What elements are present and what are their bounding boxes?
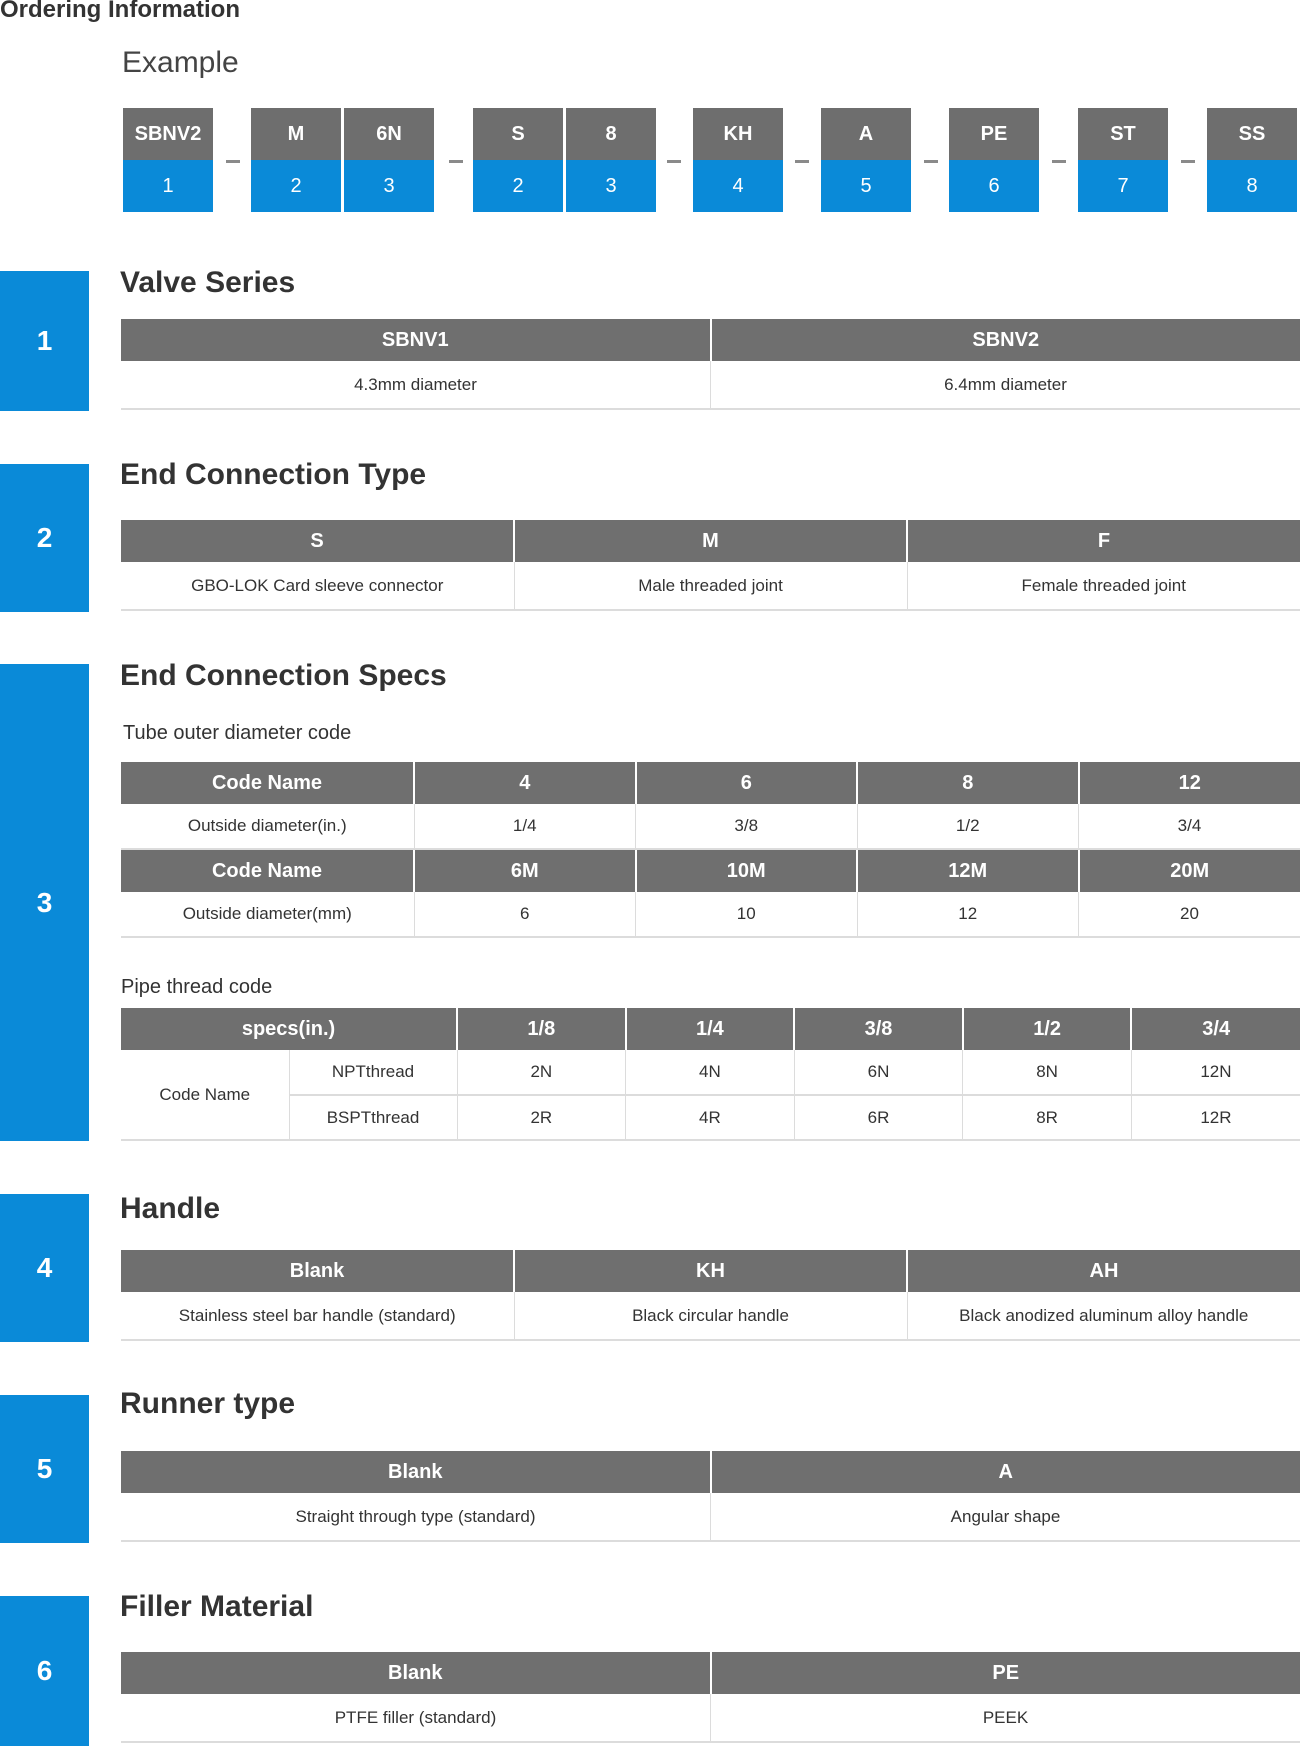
example-code-number: 8 [1207, 160, 1297, 212]
example-code: PE [949, 108, 1039, 160]
separator-dash [226, 160, 240, 163]
example-code-number: 1 [123, 160, 213, 212]
table-header-cell: 12 [1079, 762, 1300, 804]
table-header-cell: 3/8 [794, 1008, 963, 1050]
table-cell: Outside diameter(in.) [121, 804, 414, 849]
table-cell: 6 [414, 892, 636, 937]
table-header-cell: Blank [121, 1652, 711, 1694]
example-label: Example [122, 46, 239, 79]
example-code: 8 [566, 108, 656, 160]
example-code-item [821, 108, 911, 212]
table-cell: PEEK [711, 1694, 1300, 1742]
table-cell: Code Name [121, 1050, 289, 1140]
separator-dash [924, 160, 938, 163]
section-number-badge: 6 [0, 1596, 89, 1746]
table-cell: BSPTthread [289, 1095, 457, 1140]
example-code-item [473, 108, 563, 212]
separator-dash [795, 160, 809, 163]
section-number-badge: 5 [0, 1395, 89, 1543]
table-cell: GBO-LOK Card sleeve connector [121, 562, 514, 610]
table-cell: 8R [963, 1095, 1132, 1140]
separator-dash [1181, 160, 1195, 163]
valve-series-table [121, 319, 1300, 410]
example-code-item [1078, 108, 1168, 212]
section-title: Runner type [120, 1387, 296, 1420]
example-code: SS [1207, 108, 1297, 160]
example-code-item [344, 108, 434, 212]
example-code: KH [693, 108, 783, 160]
section-title: Valve Series [120, 266, 296, 299]
table-cell: Stainless steel bar handle (standard) [121, 1292, 514, 1340]
table-cell: Female threaded joint [907, 562, 1300, 610]
table-cell: 12N [1131, 1050, 1300, 1095]
example-code: 6N [344, 108, 434, 160]
table-cell: 20 [1079, 892, 1300, 937]
pipe-thread-code-label: Pipe thread code [121, 976, 273, 998]
table-header-cell: S [121, 520, 514, 562]
table-header-cell: 1/8 [457, 1008, 626, 1050]
table-header-cell: 1/2 [963, 1008, 1132, 1050]
example-code-number: 2 [473, 160, 563, 212]
example-code-item [1207, 108, 1297, 212]
example-code: S [473, 108, 563, 160]
example-code-item [949, 108, 1039, 212]
example-code-number: 3 [566, 160, 656, 212]
table-header-cell: 1/4 [626, 1008, 795, 1050]
table-header-cell: 10M [636, 849, 858, 892]
runner-type-table [121, 1451, 1300, 1542]
table-cell: 2R [457, 1095, 626, 1140]
table-header-cell: SBNV2 [711, 319, 1300, 361]
section-title: Handle [120, 1192, 221, 1225]
table-cell: 1/4 [414, 804, 636, 849]
section-title: End Connection Type [120, 458, 427, 491]
table-cell: 12 [857, 892, 1079, 937]
end-connection-type-table [121, 520, 1300, 611]
tube-od-code-table [121, 762, 1300, 938]
example-code-item [123, 108, 213, 212]
table-cell: Straight through type (standard) [121, 1493, 711, 1541]
table-header-cell: M [514, 520, 907, 562]
table-cell: Black circular handle [514, 1292, 907, 1340]
section-title: Filler Material [120, 1590, 314, 1623]
filler-material-table [121, 1652, 1300, 1743]
example-code-number: 2 [251, 160, 341, 212]
tube-od-code-label: Tube outer diameter code [123, 722, 352, 744]
table-cell: Male threaded joint [514, 562, 907, 610]
handle-table [121, 1250, 1300, 1341]
table-cell: 4.3mm diameter [121, 361, 711, 409]
section-number-badge: 3 [0, 664, 89, 1141]
table-cell: Black anodized aluminum alloy handle [907, 1292, 1300, 1340]
example-code-item [251, 108, 341, 212]
table-cell: Outside diameter(mm) [121, 892, 414, 937]
table-cell: 3/8 [636, 804, 858, 849]
table-cell: NPTthread [289, 1050, 457, 1095]
table-cell: 6R [794, 1095, 963, 1140]
example-code-number: 3 [344, 160, 434, 212]
example-code: A [821, 108, 911, 160]
table-cell: 4R [626, 1095, 795, 1140]
example-code: ST [1078, 108, 1168, 160]
table-header-cell: SBNV1 [121, 319, 711, 361]
example-code-item [566, 108, 656, 212]
section-number-badge: 4 [0, 1194, 89, 1342]
page-title: Ordering Information [0, 0, 240, 23]
table-cell: PTFE filler (standard) [121, 1694, 711, 1742]
example-code-number: 7 [1078, 160, 1168, 212]
table-header-cell: Code Name [121, 849, 414, 892]
table-header-cell: F [907, 520, 1300, 562]
example-code-number: 4 [693, 160, 783, 212]
table-cell: 6.4mm diameter [711, 361, 1300, 409]
example-code: M [251, 108, 341, 160]
table-cell: 12R [1131, 1095, 1300, 1140]
table-cell: 1/2 [857, 804, 1079, 849]
section-title: End Connection Specs [120, 659, 447, 692]
section-number-badge: 2 [0, 464, 89, 612]
table-cell: Angular shape [711, 1493, 1300, 1541]
table-cell: 2N [457, 1050, 626, 1095]
table-header-cell: AH [907, 1250, 1300, 1292]
table-header-cell: 8 [857, 762, 1079, 804]
example-code-number: 6 [949, 160, 1039, 212]
example-code-number: 5 [821, 160, 911, 212]
separator-dash [449, 160, 463, 163]
table-header-cell: 4 [414, 762, 636, 804]
table-header-cell: Blank [121, 1250, 514, 1292]
table-header-cell: 6M [414, 849, 636, 892]
separator-dash [1052, 160, 1066, 163]
table-header-cell: PE [711, 1652, 1300, 1694]
table-header-cell: KH [514, 1250, 907, 1292]
table-header-cell: 12M [857, 849, 1079, 892]
table-header-cell: Code Name [121, 762, 414, 804]
table-cell: 10 [636, 892, 858, 937]
pipe-thread-code-table [121, 1008, 1300, 1141]
table-header-cell: 6 [636, 762, 858, 804]
table-cell: 3/4 [1079, 804, 1300, 849]
table-header-cell: A [711, 1451, 1300, 1493]
table-header-cell: Blank [121, 1451, 711, 1493]
example-code-item [693, 108, 783, 212]
separator-dash [667, 160, 681, 163]
table-header-cell: 20M [1079, 849, 1300, 892]
table-header-cell: specs(in.) [121, 1008, 457, 1050]
example-code: SBNV2 [123, 108, 213, 160]
table-cell: 6N [794, 1050, 963, 1095]
table-header-cell: 3/4 [1131, 1008, 1300, 1050]
table-cell: 8N [963, 1050, 1132, 1095]
section-number-badge: 1 [0, 271, 89, 411]
table-cell: 4N [626, 1050, 795, 1095]
